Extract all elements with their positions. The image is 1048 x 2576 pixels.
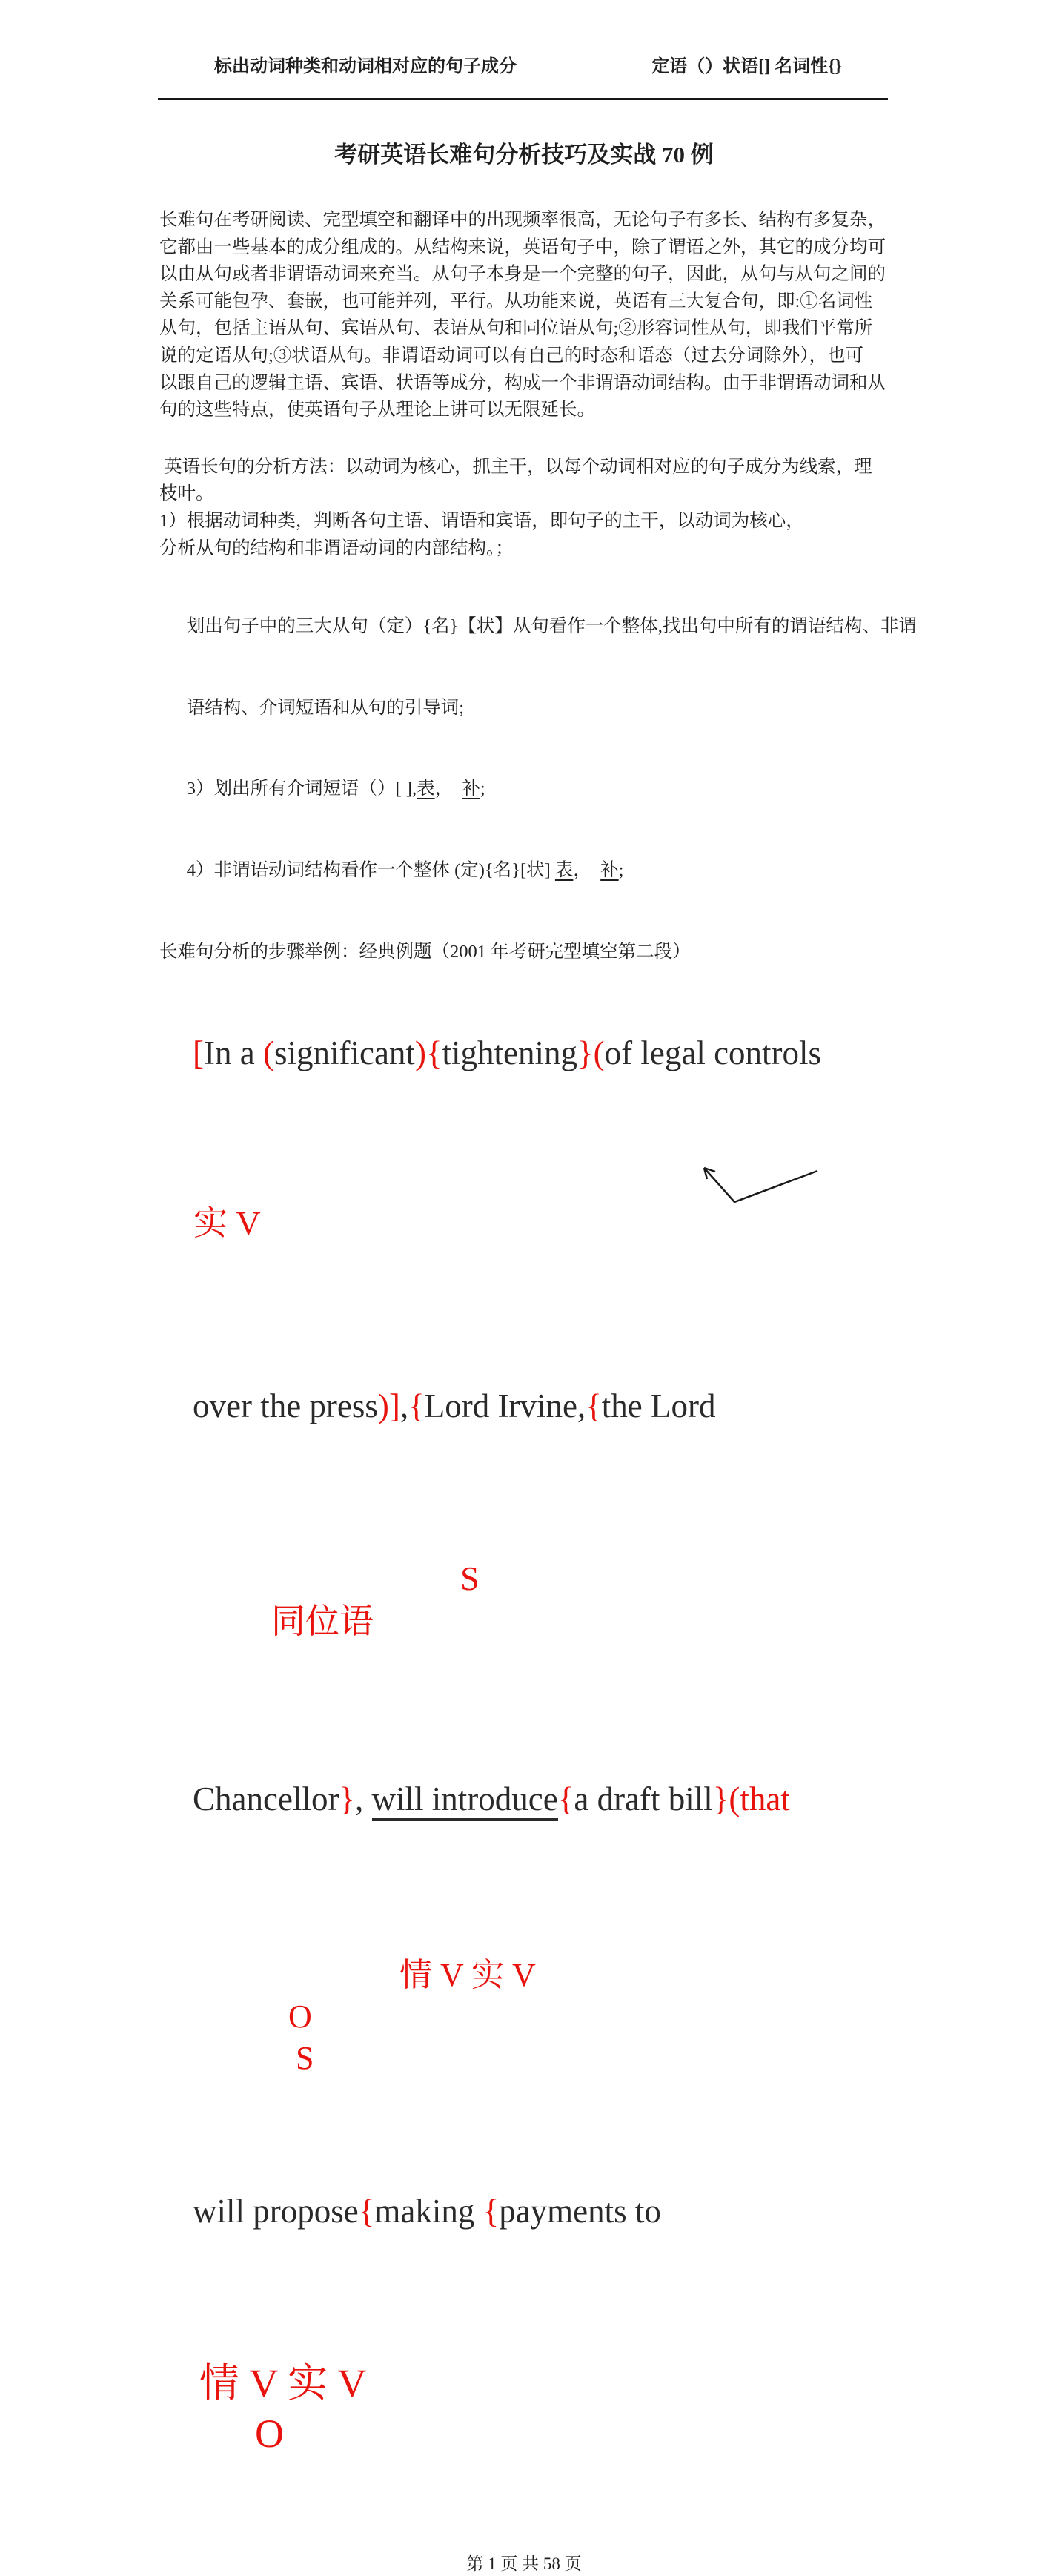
page-footer: 第 1 页 共 58 页 xyxy=(466,2554,582,2574)
step-text: ， xyxy=(573,860,601,881)
sentence-text: the Lord xyxy=(601,1387,716,1425)
example-sentence-line-1 xyxy=(159,973,1048,1133)
paragraph-line: 长难句在考研阅读、完型填空和翻译中的出现频率很高，无论句子有多长、结构有多复杂， xyxy=(159,210,886,230)
brace-open: { xyxy=(358,2193,375,2230)
paragraph-line xyxy=(159,749,945,830)
step-text: ; xyxy=(480,779,485,799)
annotation-label: O xyxy=(255,2411,284,2457)
paragraph-line: 枝叶。 xyxy=(159,483,214,504)
example-sentence-line-4 xyxy=(159,2131,1048,2291)
step-text: 划出句子中的三大从句（定）{名}【状】从句看作一个整体,找出句中所有的谓语结构、非谓 xyxy=(186,615,917,636)
annotation-label: S xyxy=(460,1559,480,1598)
page-title: 考研英语长难句分析技巧及实战 70 例 xyxy=(334,142,714,168)
page-header xyxy=(158,53,888,100)
paren-bracket-close: )] xyxy=(377,1387,400,1425)
sentence-text: over the press xyxy=(193,1387,378,1425)
example-sentence-line-2 xyxy=(159,1326,1048,1486)
brace-close: } xyxy=(577,1034,594,1072)
step-text: 4）非谓语动词结构看作一个整体 (定){名}[状] xyxy=(186,860,555,881)
clause-marker: (that xyxy=(729,1780,790,1818)
paragraph-line: 1）根据动词种类，判断各句主语、谓语和宾语，即句子的主干，以动词为核心， xyxy=(159,510,804,531)
sentence-text: tightening xyxy=(442,1034,578,1072)
sentence-text: of legal controls xyxy=(604,1034,822,1072)
paragraph-line xyxy=(159,830,945,911)
paragraph-line xyxy=(159,586,945,667)
step-text: 3）划出所有介词短语（）[ ], xyxy=(186,779,417,799)
intro-paragraph xyxy=(159,207,945,424)
paragraph-line: 它都由一些基本的成分组成的。从结构来说，英语句子中，除了谓语之外，其它的成分均可 xyxy=(159,237,886,257)
sentence-text: Lord Irvine, xyxy=(424,1387,586,1425)
paragraph-line: 说的定语从句;③状语从句。非谓语动词可以有自己的时态和语态（过去分词除外），也可 xyxy=(159,345,864,366)
sentence-text: payments to xyxy=(499,2193,661,2230)
annotation-label: S xyxy=(296,2040,314,2077)
underlined-term: 补 xyxy=(600,860,619,881)
brace-close: } xyxy=(339,1780,356,1818)
steps-paragraph xyxy=(159,586,945,911)
annotation-label: 同位语 xyxy=(271,1602,374,1641)
underlined-term: 表 xyxy=(554,860,574,881)
annotation-row-2 xyxy=(159,1514,1048,1686)
method-paragraph xyxy=(159,454,945,562)
sentence-text: , xyxy=(399,1387,409,1425)
sentence-text: making xyxy=(374,2193,483,2230)
brace-close: } xyxy=(712,1780,729,1818)
brace-open: { xyxy=(425,1034,442,1072)
step-text: 语结构、介词短语和从句的引导词; xyxy=(186,697,465,718)
brace-open: { xyxy=(557,1780,574,1818)
step-text: ， xyxy=(434,779,462,799)
paren-close: ) xyxy=(414,1034,426,1072)
paragraph-line: 分析从句的结构和非谓语动词的内部结构。； xyxy=(159,538,514,558)
paragraph-line xyxy=(159,667,945,749)
sentence-text: Chancellor xyxy=(193,1780,339,1818)
sentence-text: , xyxy=(355,1780,372,1818)
brace-open: { xyxy=(586,1387,602,1425)
sentence-text: significant xyxy=(273,1034,415,1072)
document-page xyxy=(0,53,1048,2574)
brace-open: { xyxy=(408,1387,425,1425)
underlined-term: 补 xyxy=(462,779,480,799)
paragraph-line: 以跟自己的逻辑主语、宾语、状语等成分，构成一个非谓语动词结构。由于非谓语动词和从 xyxy=(159,372,886,393)
annotation-row-3 xyxy=(159,1913,1048,2121)
step-text: ; xyxy=(618,860,624,881)
annotation-label: 情 V 实 V xyxy=(199,2361,367,2406)
pointer-arrow xyxy=(693,1160,826,1206)
annotation-label: 实 V xyxy=(193,1204,261,1243)
paragraph-line: 句的这些特点，使英语句子从理论上讲可以无限延长。 xyxy=(159,400,595,420)
sentence-text: a draft bill xyxy=(574,1780,713,1818)
paragraph-line: 关系可能包孕、套嵌，也可能并列，平行。从功能来说，英语有三大复合句，即:①名词性 xyxy=(159,291,873,311)
brace-open: { xyxy=(482,2193,500,2230)
paragraph-line: 以由从句或者非谓语动词来充当。从句子本身是一个完整的句子，因此，从句与从句之间的 xyxy=(159,264,886,285)
example-intro: 长难句分析的步骤举例：经典例题（2001 年考研完型填空第二段） xyxy=(159,942,691,962)
annotation-row-4 xyxy=(159,2308,1048,2509)
header-right-legend: 定语（）状语[] 名词性{} xyxy=(651,57,842,76)
sentence-text: will propose xyxy=(193,2193,359,2230)
annotation-row-1 xyxy=(159,1157,1048,1290)
annotation-label: 情 V 实 V xyxy=(399,1957,536,1994)
header-left-text: 标出动词种类和动词相对应的句子成分 xyxy=(214,57,517,76)
bracket-open: [ xyxy=(193,1034,204,1072)
paragraph-line: 从句，包括主语从句、宾语从句、表语从句和同位语从句;②形容词性从句，即我们平常所 xyxy=(159,318,873,339)
example-sentence-line-3 xyxy=(159,1719,1048,1879)
paren-open: ( xyxy=(593,1034,605,1072)
paragraph-line: 英语长句的分析方法：以动词为核心，抓主干，以每个动词相对应的句子成分为线索，理 xyxy=(159,456,872,477)
annotation-label: O xyxy=(288,1998,312,2035)
underlined-verb-phrase: will introduce xyxy=(372,1780,558,1821)
sentence-text: In a xyxy=(204,1034,263,1072)
paren-open: ( xyxy=(262,1034,274,1072)
underlined-term: 表 xyxy=(417,779,435,799)
